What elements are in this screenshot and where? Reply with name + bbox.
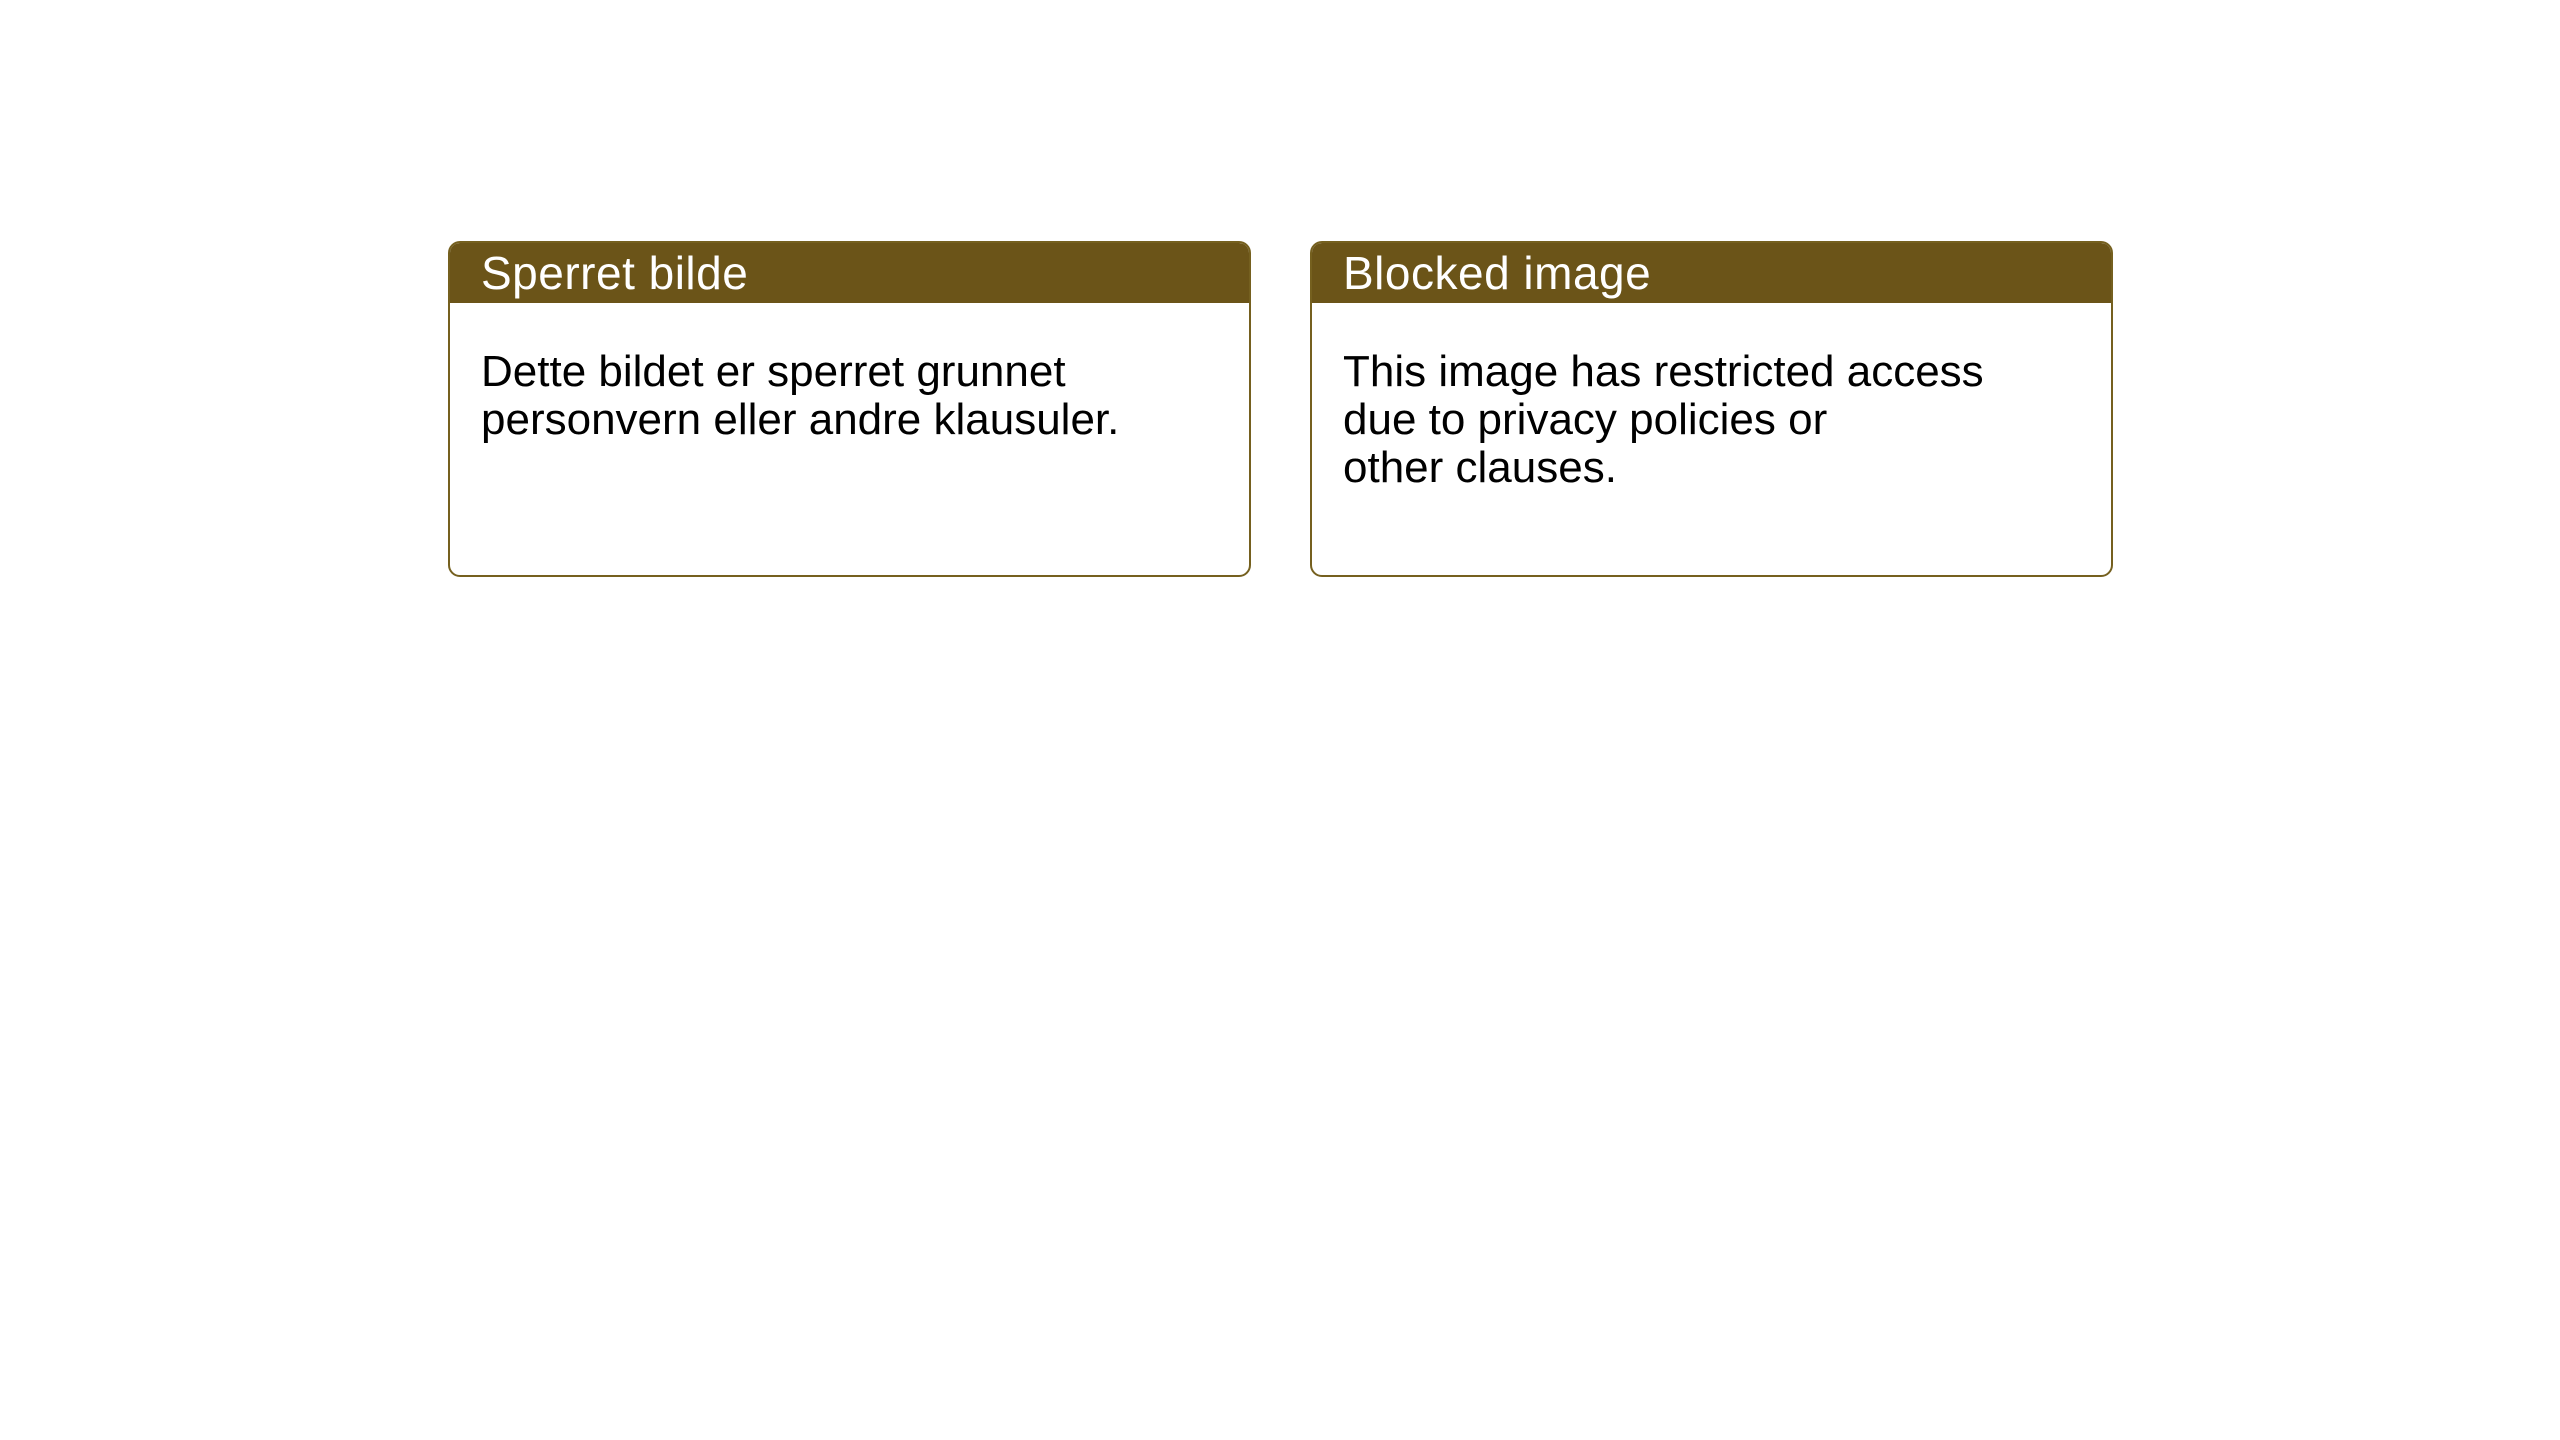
card-body-line: due to privacy policies or xyxy=(1343,395,1828,444)
blocked-image-card-norwegian xyxy=(448,241,1251,577)
card-title: Blocked image xyxy=(1343,247,1652,299)
blocked-image-card-english xyxy=(1310,241,2113,577)
card-title: Sperret bilde xyxy=(481,247,749,299)
card-body-line: personvern eller andre klausuler. xyxy=(481,395,1120,444)
card-header xyxy=(450,243,1249,303)
card-header xyxy=(1312,243,2111,303)
card-body-line: other clauses. xyxy=(1343,443,1617,492)
card-body-line: Dette bildet er sperret grunnet xyxy=(481,347,1066,396)
card-body xyxy=(1312,303,2111,492)
card-body-line: This image has restricted access xyxy=(1343,347,1984,396)
card-body xyxy=(450,303,1249,444)
